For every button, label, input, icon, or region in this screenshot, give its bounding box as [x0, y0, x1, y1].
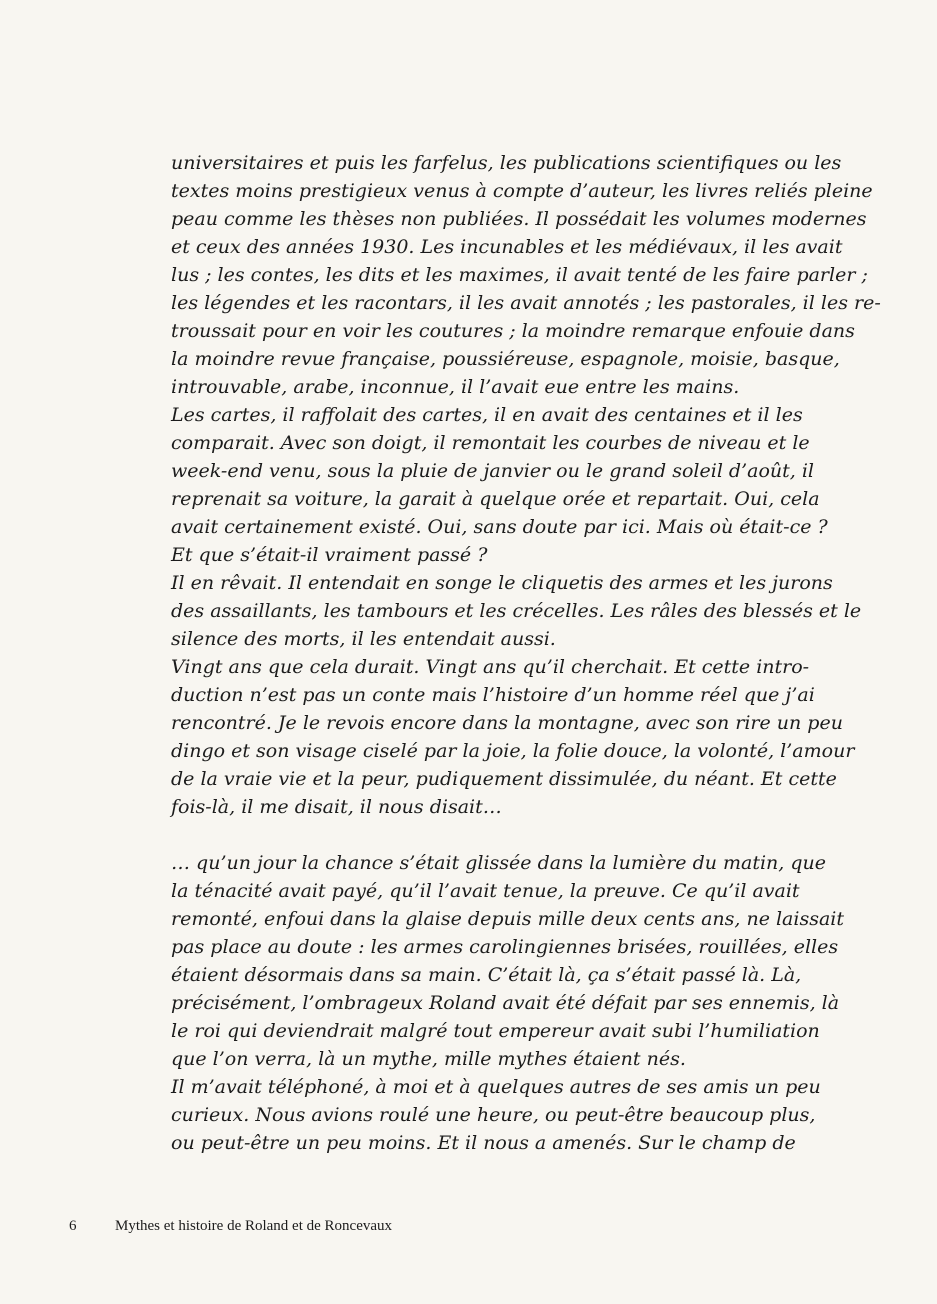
text-line: étaient désormais dans sa main. C’était là, ça s’était passé là. Là, — [171, 964, 802, 986]
text-line: la moindre revue française, poussiéreuse, espagnole, moisie, basque, — [171, 348, 840, 370]
text-line: troussait pour en voir les coutures ; la moindre remarque enfouie dans — [171, 320, 855, 342]
text-line: ou peut-être un peu moins. Et il nous a amenés. Sur le champ de — [171, 1132, 796, 1154]
page-footer — [69, 1218, 392, 1235]
text-line: avait certainement existé. Oui, sans doute par ici. Mais où était-ce ? — [171, 516, 828, 538]
text-line: introuvable, arabe, inconnue, il l’avait eue entre les mains. — [171, 376, 740, 398]
text-line: rencontré. Je le revois encore dans la montagne, avec son rire un peu — [171, 712, 843, 734]
text-line: remonté, enfoui dans la glaise depuis mille deux cents ans, ne laissait — [171, 908, 845, 930]
text-line: universitaires et puis les farfelus, les publications scientifiques ou les — [171, 152, 842, 174]
text-line: des assaillants, les tambours et les crécelles. Les râles des blessés et le — [171, 600, 862, 622]
text-line: de la vraie vie et la peur, pudiquement dissimulée, du néant. Et cette — [171, 768, 837, 790]
text-line: week-end venu, sous la pluie de janvier ou le grand soleil d’août, il — [171, 460, 815, 482]
body-text-section-1 — [171, 149, 881, 821]
text-line: Les cartes, il raffolait des cartes, il en avait des centaines et il les — [171, 404, 803, 426]
text-line: Vingt ans que cela durait. Vingt ans qu’il cherchait. Et cette intro- — [171, 656, 810, 678]
text-line: … qu’un jour la chance s’était glissée dans la lumière du matin, que — [171, 852, 827, 874]
text-line: le roi qui deviendrait malgré tout empereur avait subi l’humiliation — [171, 1020, 820, 1042]
text-line: Il en rêvait. Il entendait en songe le cliquetis des armes et les jurons — [171, 572, 833, 594]
text-line: la ténacité avait payé, qu’il l’avait tenue, la preuve. Ce qu’il avait — [171, 880, 800, 902]
text-line: reprenait sa voiture, la garait à quelque orée et repartait. Oui, cela — [171, 488, 820, 510]
text-line: silence des morts, il les entendait aussi. — [171, 628, 556, 650]
text-line: que l’on verra, là un mythe, mille mythes étaient nés. — [171, 1048, 686, 1070]
text-line: fois-là, il me disait, il nous disait… — [171, 796, 502, 818]
text-line: les légendes et les racontars, il les avait annotés ; les pastorales, il les re- — [171, 292, 881, 314]
running-title: Mythes et histoire de Roland et de Roncevaux — [115, 1218, 393, 1234]
text-line: dingo et son visage ciselé par la joie, la folie douce, la volonté, l’amour — [171, 740, 855, 762]
text-line: duction n’est pas un conte mais l’histoire d’un homme réel que j’ai — [171, 684, 815, 706]
text-line: textes moins prestigieux venus à compte d’auteur, les livres reliés pleine — [171, 180, 873, 202]
text-line: Et que s’était-il vraiment passé ? — [171, 544, 488, 566]
text-line: peau comme les thèses non publiées. Il possédait les volumes modernes — [171, 208, 867, 230]
text-line: curieux. Nous avions roulé une heure, ou peut-être beaucoup plus, — [171, 1104, 816, 1126]
text-line: lus ; les contes, les dits et les maximes, il avait tenté de les faire parler ; — [171, 264, 868, 286]
text-line: comparait. Avec son doigt, il remontait les courbes de niveau et le — [171, 432, 810, 454]
text-line: Il m’avait téléphoné, à moi et à quelques autres de ses amis un peu — [171, 1076, 821, 1098]
text-line: précisément, l’ombrageux Roland avait été défait par ses ennemis, là — [171, 992, 840, 1014]
body-text-section-2 — [171, 849, 845, 1157]
page-number: 6 — [69, 1218, 77, 1234]
text-line: et ceux des années 1930. Les incunables et les médiévaux, il les avait — [171, 236, 843, 258]
text-line: pas place au doute : les armes carolingiennes brisées, rouillées, elles — [171, 936, 839, 958]
